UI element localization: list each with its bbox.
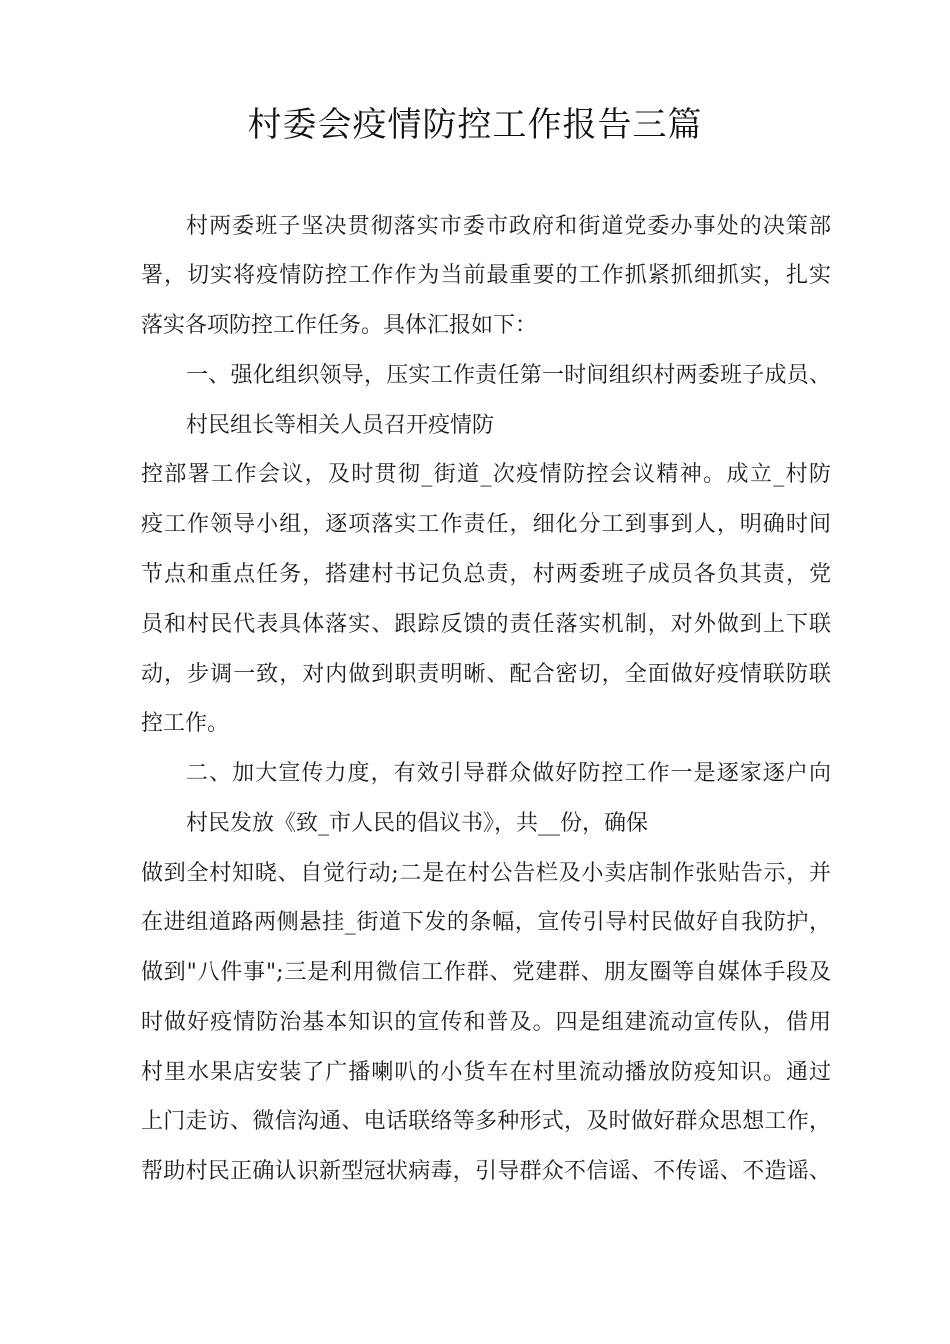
text-line: 节点和重点任务，搭建村书记负总责，村两委班子成员各负其责，党 (141, 562, 831, 587)
text-line: 控部署工作会议，及时贯彻_街道_次疫情防控会议精神。成立_村防 (141, 462, 831, 487)
text-line: 员和村民代表具体落实、跟踪反馈的责任落实机制，对外做到上下联 (141, 612, 831, 637)
section-heading-1: 一、强化组织领导，压实工作责任第一时间组织村两委班子成员、 (186, 363, 831, 388)
text-line: 署，切实将疫情防控工作作为当前最重要的工作抓紧抓细抓实，扎实 (141, 263, 831, 288)
text-line: 控工作。 (141, 711, 230, 736)
text-line: 在进组道路两侧悬挂_街道下发的条幅，宣传引导村民做好自我防护， (141, 910, 831, 935)
text-line: 村里水果店安装了广播喇叭的小货车在村里流动播放防疫知识。通过 (141, 1060, 831, 1085)
text-line: 村民组长等相关人员召开疫情防 (186, 413, 495, 438)
text-line: 村两委班子坚决贯彻落实市委市政府和街道党委办事处的决策部 (186, 214, 831, 239)
text-line: 疫工作领导小组，逐项落实工作责任，细化分工到事到人，明确时间 (141, 512, 831, 537)
text-line: 做到"八件事";三是利用微信工作群、党建群、朋友圈等自媒体手段及 (141, 960, 831, 985)
section-heading-2: 二、加大宣传力度，有效引导群众做好防控工作一是逐家逐户向 (186, 761, 831, 786)
document-title: 村委会疫情防控工作报告三篇 (247, 105, 703, 145)
text-line: 做到全村知晓、自觉行动;二是在村公告栏及小卖店制作张贴告示，并 (141, 861, 831, 886)
text-line: 村民发放《致_市人民的倡议书》，共__份，确保 (186, 811, 649, 836)
text-line: 动，步调一致，对内做到职责明晰、配合密切，全面做好疫情联防联 (141, 662, 831, 687)
text-line: 时做好疫情防治基本知识的宣传和普及。四是组建流动宣传队，借用 (141, 1010, 831, 1035)
text-line: 上门走访、微信沟通、电话联络等多种形式，及时做好群众思想工作， (141, 1109, 831, 1134)
text-line: 落实各项防控工作任务。具体汇报如下： (141, 313, 538, 338)
text-line: 帮助村民正确认识新型冠状病毒，引导群众不信谣、不传谣、不造谣、 (141, 1159, 831, 1184)
